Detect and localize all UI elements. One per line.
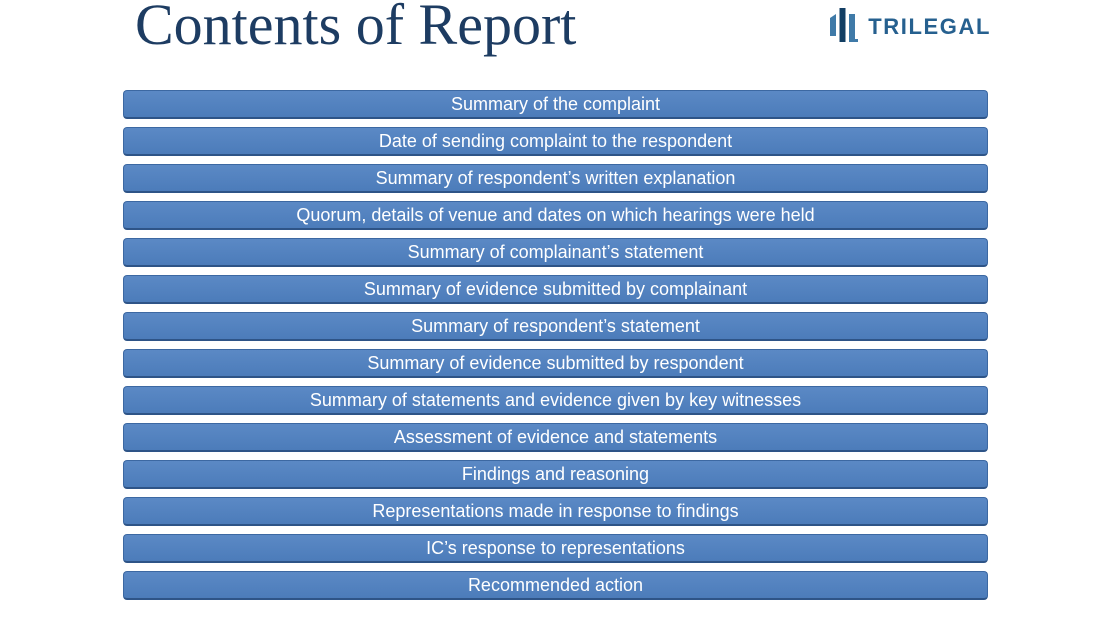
- contents-list-item: [123, 349, 988, 378]
- contents-item-label: Summary of respondent’s statement: [411, 316, 700, 336]
- contents-item-label: Summary of the complaint: [450, 94, 661, 114]
- contents-list-item: [123, 127, 988, 156]
- contents-list-item: [123, 201, 988, 230]
- contents-item-label: Recommended action: [467, 575, 644, 595]
- trilegal-logo: [828, 8, 991, 46]
- contents-list-item: [123, 238, 988, 267]
- contents-list-item: [123, 90, 988, 119]
- trilegal-bars-icon: [828, 8, 858, 46]
- contents-list-item: [123, 386, 988, 415]
- contents-list-item: [123, 460, 988, 489]
- contents-item-label: Summary of evidence submitted by respondent: [367, 353, 744, 373]
- contents-item-label: Representations made in response to findings: [372, 501, 739, 521]
- trilegal-logo-text: TRILEGAL: [868, 14, 991, 39]
- contents-list-item: [123, 164, 988, 193]
- contents-list-item: [123, 423, 988, 452]
- contents-item-label: Assessment of evidence and statements: [393, 427, 718, 447]
- contents-item-label: Summary of evidence submitted by complainant: [363, 279, 748, 299]
- contents-item-label: Quorum, details of venue and dates on which hearings were held: [296, 205, 815, 225]
- contents-item-label: Summary of respondent’s written explanation: [375, 168, 736, 188]
- contents-item-label: Date of sending complaint to the respondent: [378, 131, 733, 151]
- contents-list-item: [123, 497, 988, 526]
- contents-list-item: [123, 571, 988, 600]
- contents-list-item: [123, 534, 988, 563]
- contents-list-item: [123, 275, 988, 304]
- page-title: Contents of Report: [135, 0, 577, 57]
- contents-item-label: IC’s response to representations: [426, 538, 685, 558]
- contents-item-label: Findings and reasoning: [461, 464, 650, 484]
- contents-item-label: Summary of complainant’s statement: [407, 242, 704, 262]
- contents-list: [123, 90, 988, 600]
- contents-list-item: [123, 312, 988, 341]
- contents-item-label: Summary of statements and evidence given by key witnesses: [309, 390, 802, 410]
